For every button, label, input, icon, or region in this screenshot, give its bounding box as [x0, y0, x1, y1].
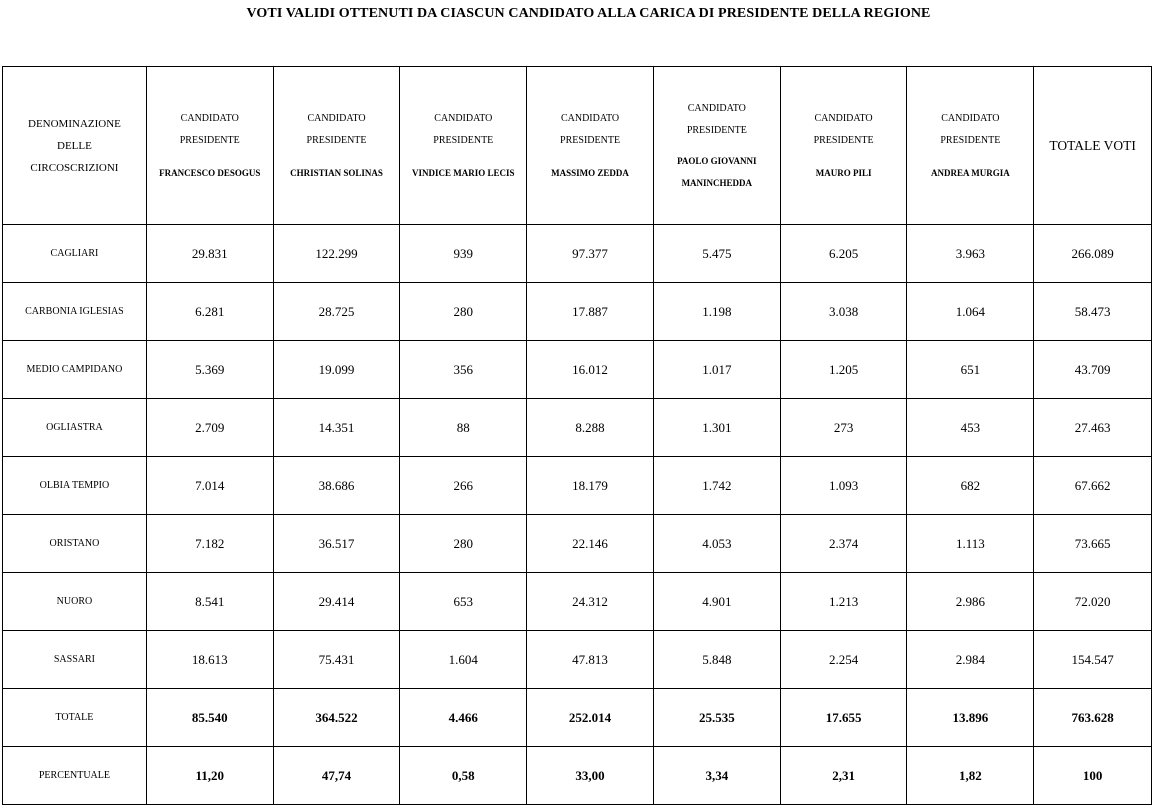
- vote-cell: 273: [780, 399, 907, 457]
- candidate-name: MAURO PILI: [815, 167, 872, 178]
- vote-cell: 5.369: [146, 341, 273, 399]
- vote-cell: 36.517: [273, 515, 400, 573]
- vote-cell: 28.725: [273, 283, 400, 341]
- candidate-label: CANDIDATO: [307, 112, 366, 124]
- vote-cell: 364.522: [273, 689, 400, 747]
- candidate-name: PAOLO GIOVANNI: [677, 155, 757, 166]
- row-total-cell: 100: [1034, 747, 1152, 805]
- row-label: CAGLIARI: [3, 225, 147, 283]
- table-row: [3, 225, 1152, 283]
- table-row: [3, 631, 1152, 689]
- vote-cell: 24.312: [527, 573, 654, 631]
- candidate-label: PRESIDENTE: [433, 134, 494, 146]
- candidate-label: PRESIDENTE: [560, 134, 621, 146]
- row-label: MEDIO CAMPIDANO: [3, 341, 147, 399]
- vote-cell: 1.301: [653, 399, 780, 457]
- vote-cell: 17.655: [780, 689, 907, 747]
- candidate-label: CANDIDATO: [434, 112, 493, 124]
- table-row: [3, 747, 1152, 805]
- vote-cell: 6.205: [780, 225, 907, 283]
- candidate-label: PRESIDENTE: [940, 134, 1001, 146]
- row-total-cell: 763.628: [1034, 689, 1152, 747]
- vote-cell: 29.414: [273, 573, 400, 631]
- vote-cell: 25.535: [653, 689, 780, 747]
- vote-cell: 5.848: [653, 631, 780, 689]
- header-candidate-5: [653, 67, 780, 225]
- row-total-cell: 73.665: [1034, 515, 1152, 573]
- vote-cell: 2.709: [146, 399, 273, 457]
- row-total-cell: 43.709: [1034, 341, 1152, 399]
- table-row: [3, 515, 1152, 573]
- candidate-name: MANINCHEDDA: [681, 177, 753, 188]
- vote-cell: 8.288: [527, 399, 654, 457]
- vote-cell: 8.541: [146, 573, 273, 631]
- table-row: [3, 573, 1152, 631]
- vote-cell: 2.984: [907, 631, 1034, 689]
- vote-cell: 2,31: [780, 747, 907, 805]
- vote-cell: 4.053: [653, 515, 780, 573]
- row-label: TOTALE: [3, 689, 147, 747]
- vote-cell: 1,82: [907, 747, 1034, 805]
- vote-cell: 97.377: [527, 225, 654, 283]
- header-name-line: DELLE: [57, 139, 92, 152]
- row-label: OLBIA TEMPIO: [3, 457, 147, 515]
- candidate-label: CANDIDATO: [814, 112, 873, 124]
- vote-cell: 1.604: [400, 631, 527, 689]
- vote-cell: 11,20: [146, 747, 273, 805]
- vote-cell: 1.064: [907, 283, 1034, 341]
- row-label: ORISTANO: [3, 515, 147, 573]
- candidate-name: CHRISTIAN SOLINAS: [290, 167, 383, 178]
- row-label: PERCENTUALE: [3, 747, 147, 805]
- vote-cell: 47,74: [273, 747, 400, 805]
- vote-cell: 0,58: [400, 747, 527, 805]
- candidate-label: PRESIDENTE: [813, 134, 874, 146]
- candidate-label: CANDIDATO: [941, 112, 1000, 124]
- vote-cell: 4.901: [653, 573, 780, 631]
- vote-cell: 453: [907, 399, 1034, 457]
- results-table: [2, 66, 1152, 805]
- table-row: [3, 457, 1152, 515]
- vote-cell: 939: [400, 225, 527, 283]
- vote-cell: 1.017: [653, 341, 780, 399]
- row-label: NUORO: [3, 573, 147, 631]
- vote-cell: 266: [400, 457, 527, 515]
- row-label: CARBONIA IGLESIAS: [3, 283, 147, 341]
- header-candidate-4: [527, 67, 654, 225]
- vote-cell: 13.896: [907, 689, 1034, 747]
- row-total-cell: 72.020: [1034, 573, 1152, 631]
- row-total-cell: 27.463: [1034, 399, 1152, 457]
- header-total-votes: [1034, 67, 1152, 225]
- row-total-cell: 58.473: [1034, 283, 1152, 341]
- header-candidate-3: [400, 67, 527, 225]
- vote-cell: 6.281: [146, 283, 273, 341]
- candidate-label: PRESIDENTE: [179, 134, 240, 146]
- vote-cell: 280: [400, 515, 527, 573]
- vote-cell: 22.146: [527, 515, 654, 573]
- vote-cell: 3.038: [780, 283, 907, 341]
- candidate-name: MASSIMO ZEDDA: [551, 167, 629, 178]
- vote-cell: 1.213: [780, 573, 907, 631]
- vote-cell: 2.254: [780, 631, 907, 689]
- vote-cell: 4.466: [400, 689, 527, 747]
- vote-cell: 252.014: [527, 689, 654, 747]
- vote-cell: 3.963: [907, 225, 1034, 283]
- row-label: OGLIASTRA: [3, 399, 147, 457]
- vote-cell: 651: [907, 341, 1034, 399]
- vote-cell: 356: [400, 341, 527, 399]
- vote-cell: 7.014: [146, 457, 273, 515]
- vote-cell: 122.299: [273, 225, 400, 283]
- vote-cell: 1.205: [780, 341, 907, 399]
- vote-cell: 75.431: [273, 631, 400, 689]
- vote-cell: 33,00: [527, 747, 654, 805]
- row-total-cell: 266.089: [1034, 225, 1152, 283]
- vote-cell: 1.093: [780, 457, 907, 515]
- vote-cell: 653: [400, 573, 527, 631]
- row-label: SASSARI: [3, 631, 147, 689]
- table-body: [3, 225, 1152, 805]
- vote-cell: 47.813: [527, 631, 654, 689]
- candidate-label: PRESIDENTE: [306, 134, 367, 146]
- table-header-row: [3, 67, 1152, 225]
- vote-cell: 85.540: [146, 689, 273, 747]
- vote-cell: 18.613: [146, 631, 273, 689]
- row-total-cell: 154.547: [1034, 631, 1152, 689]
- vote-cell: 1.113: [907, 515, 1034, 573]
- vote-cell: 18.179: [527, 457, 654, 515]
- vote-cell: 1.742: [653, 457, 780, 515]
- table-row: [3, 689, 1152, 747]
- vote-cell: 29.831: [146, 225, 273, 283]
- header-candidate-2: [273, 67, 400, 225]
- vote-cell: 7.182: [146, 515, 273, 573]
- vote-cell: 3,34: [653, 747, 780, 805]
- vote-cell: 1.198: [653, 283, 780, 341]
- vote-cell: 17.887: [527, 283, 654, 341]
- vote-cell: 2.374: [780, 515, 907, 573]
- table-row: [3, 341, 1152, 399]
- total-votes-label: TOTALE VOTI: [1049, 137, 1136, 153]
- candidate-label: CANDIDATO: [687, 102, 746, 114]
- vote-cell: 38.686: [273, 457, 400, 515]
- vote-cell: 280: [400, 283, 527, 341]
- candidate-label: PRESIDENTE: [686, 124, 747, 136]
- table-row: [3, 283, 1152, 341]
- vote-cell: 2.986: [907, 573, 1034, 631]
- candidate-label: CANDIDATO: [560, 112, 620, 124]
- header-candidate-7: [907, 67, 1034, 225]
- table-row: [3, 399, 1152, 457]
- candidate-label: CANDIDATO: [180, 112, 239, 124]
- vote-cell: 14.351: [273, 399, 400, 457]
- vote-cell: 19.099: [273, 341, 400, 399]
- vote-cell: 16.012: [527, 341, 654, 399]
- header-circoscrizioni: [3, 67, 147, 225]
- header-candidate-1: [146, 67, 273, 225]
- header-name-line: CIRCOSCRIZIONI: [30, 161, 119, 174]
- vote-cell: 88: [400, 399, 527, 457]
- row-total-cell: 67.662: [1034, 457, 1152, 515]
- vote-cell: 5.475: [653, 225, 780, 283]
- candidate-name: VINDICE MARIO LECIS: [412, 167, 515, 178]
- page-title: VOTI VALIDI OTTENUTI DA CIASCUN CANDIDATO ALLA CARICA DI PRESIDENTE DELLA REGIONE: [246, 6, 931, 21]
- candidate-name: FRANCESCO DESOGUS: [159, 167, 261, 178]
- candidate-name: ANDREA MURGIA: [930, 167, 1010, 178]
- vote-cell: 682: [907, 457, 1034, 515]
- header-candidate-6: [780, 67, 907, 225]
- header-name-line: DENOMINAZIONE: [28, 117, 121, 130]
